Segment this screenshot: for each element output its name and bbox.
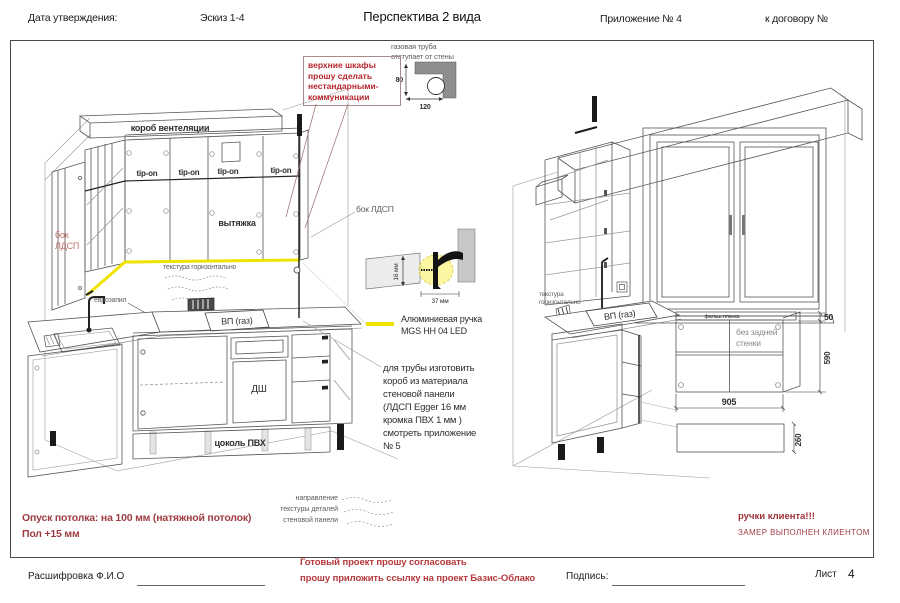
dishwasher-label: ДШ bbox=[251, 384, 267, 395]
gas-note-line1: газовая труба bbox=[391, 42, 437, 51]
upper-note-line2: прошу сделать bbox=[308, 70, 373, 81]
duct-note-line1: для трубы изготовить bbox=[383, 363, 475, 374]
side-ldsp-red-line1: бок bbox=[55, 230, 69, 240]
duct-note-line5: кромка ПВХ 1 мм ) bbox=[383, 415, 462, 426]
gas-note-line2: отступает от стены bbox=[391, 52, 454, 61]
upper-note-line1: верхние шкафы bbox=[308, 60, 376, 70]
backsplash-texture-waves bbox=[165, 276, 228, 302]
plinth-label: цоколь ПВХ bbox=[214, 438, 266, 448]
dim-120: 120 bbox=[419, 104, 431, 111]
sheet-label: Лист bbox=[815, 569, 837, 580]
duct-note-line3: стеновой панели bbox=[383, 389, 455, 400]
left-base-cabinets bbox=[133, 326, 352, 431]
texture-dir-line1: направление bbox=[295, 495, 338, 502]
signature-label: Подпись: bbox=[566, 571, 609, 582]
no-back-wall-line2: стенки bbox=[736, 338, 761, 348]
handle-legend-line1: Алюминиевая ручка bbox=[401, 314, 483, 324]
side-ldsp-gray-label: бок ЛДСП bbox=[356, 204, 394, 214]
texture-direction-waves bbox=[342, 498, 394, 527]
tip-on-label-1: tip-on bbox=[136, 169, 158, 178]
dim-905: 905 bbox=[721, 397, 737, 407]
right-texture-line2: горизонтально bbox=[539, 299, 581, 306]
duct-note-line7: № 5 bbox=[383, 441, 401, 452]
vp-gas-label-right: ВП (газ) bbox=[603, 308, 636, 322]
right-socket bbox=[617, 282, 627, 292]
dim-80: 80 bbox=[395, 77, 403, 84]
tip-on-label-4: tip-on bbox=[270, 166, 292, 175]
plinth-and-feet bbox=[50, 424, 344, 459]
window-handle-left bbox=[729, 215, 732, 235]
cabinet-foot bbox=[558, 444, 565, 460]
signature-line[interactable] bbox=[612, 585, 745, 586]
handle-profile-detail bbox=[366, 229, 475, 297]
window-handle-right bbox=[742, 215, 745, 235]
ceiling-drop-note: Опуск потолка: на 100 мм (натяжной потолок) bbox=[22, 512, 252, 524]
tip-on-label-2: tip-on bbox=[178, 168, 200, 177]
side-ldsp-leader bbox=[311, 212, 355, 237]
texture-direction-note bbox=[250, 493, 338, 526]
window bbox=[635, 128, 834, 323]
right-base-cabinet bbox=[552, 324, 641, 443]
dim-590: 590 bbox=[823, 351, 832, 365]
client-measure-note: ЗАМЕР ВЫПОЛНЕН КЛИЕНТОМ bbox=[738, 528, 870, 537]
appendix-label: Приложение № 4 bbox=[600, 13, 682, 25]
upper-cabinets-note bbox=[303, 56, 401, 106]
tip-on-divider-line bbox=[85, 176, 300, 191]
page-title: Перспектива 2 вида bbox=[363, 9, 481, 24]
approve-note-line1: Готовый проект прошу согласовать bbox=[300, 557, 467, 568]
name-signature-line[interactable] bbox=[137, 585, 265, 586]
duct-note-line2: короб из материала bbox=[383, 376, 468, 387]
no-back-wall-line1: без задней bbox=[736, 327, 778, 337]
texture-dir-line3: стеновой панели bbox=[283, 517, 338, 524]
vp-gas-label-left: ВП (газ) bbox=[220, 315, 253, 327]
dim-16mm: 16 мм bbox=[393, 263, 400, 281]
sheet-number: 4 bbox=[848, 567, 855, 581]
handle-legend-line2: MGS HH 04 LED bbox=[401, 326, 467, 336]
falsh-panel-label: фальш планка bbox=[704, 314, 740, 320]
duct-note-leader bbox=[303, 321, 381, 367]
approve-note-line2: прошу приложить ссылку на проект Базис-Облако bbox=[300, 573, 536, 584]
euro-cut-label: еврозапил bbox=[94, 297, 127, 304]
name-decode-label: Расшифровка Ф.И.О bbox=[28, 571, 125, 582]
socket-block bbox=[188, 298, 214, 311]
right-texture-line1: текстура bbox=[539, 291, 564, 298]
left-view-upper-cabinets bbox=[85, 128, 308, 272]
red-note-leader-lines bbox=[286, 104, 348, 228]
approval-date-label: Дата утверждения: bbox=[28, 12, 118, 24]
side-ldsp-red-line2: ЛДСП bbox=[55, 241, 80, 251]
client-handles-note: ручки клиента!!! bbox=[738, 511, 815, 522]
floor-note: Пол +15 мм bbox=[22, 528, 80, 540]
dim-50: 50 bbox=[824, 312, 834, 322]
texture-horizontal-label: текстура горизонтально bbox=[163, 264, 237, 271]
hood-label: вытяжка bbox=[218, 218, 256, 228]
upper-note-line4: коммуникации bbox=[308, 91, 370, 102]
drawer-handle-marks bbox=[322, 336, 328, 390]
tip-on-label-3: tip-on bbox=[217, 167, 239, 176]
right-view-walls bbox=[513, 96, 845, 478]
upper-note-line3: нестандарными- bbox=[308, 81, 379, 91]
gas-pipe-detail bbox=[404, 62, 456, 101]
elevation-connectors bbox=[641, 402, 677, 427]
texture-dir-line2: текстуры деталей bbox=[280, 506, 338, 513]
sketch-label: Эскиз 1-4 bbox=[200, 12, 245, 24]
dim-260: 260 bbox=[794, 433, 803, 447]
vent-box-label: короб вентеляции bbox=[130, 123, 210, 133]
cabinet-foot bbox=[597, 437, 604, 453]
duct-note-line4: (ЛДСП Egger 16 мм bbox=[383, 402, 467, 413]
duct-note-line6: смотреть приложение bbox=[383, 428, 477, 439]
contract-label: к договору № bbox=[765, 13, 828, 25]
dim-37mm: 37 мм bbox=[431, 298, 449, 305]
